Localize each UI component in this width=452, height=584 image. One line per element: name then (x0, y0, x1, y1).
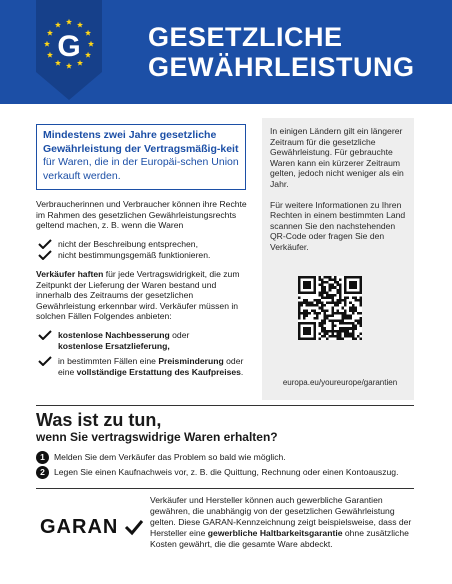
title-line-2: GEWÄHRLEISTUNG (148, 52, 415, 82)
check-icon (38, 330, 52, 340)
page-title (148, 22, 415, 82)
list-item: nicht bestimmungsgemäß funktionieren. (36, 250, 250, 261)
qr-code-icon[interactable] (298, 276, 362, 340)
divider (36, 405, 414, 406)
step-number: 1 (36, 451, 49, 464)
step-item: 1 Melden Sie dem Verkäufer das Problem so bald wie möglich. (36, 452, 416, 463)
remedies-list (36, 330, 250, 377)
liability-text: Verkäufer haften für jede Vertragswidrigkeit, die zum Zeitpunkt der Lieferung der Waren bestand und innerhalb des Zeitraums der gesetzlichen Gewährleistung erkennbar wird. Verkäufer müssen in solchen Fällen Folgendes anbieten: (36, 268, 240, 322)
sidebox-text-1: In einigen Ländern gilt ein längerer Zeitraum für die gesetzliche Gewährleistung. Für gebrauchte Waren kann ein kürzerer Zeitraum gelten, jedoch nicht weniger als ein Jahr. (270, 126, 404, 189)
svg-text:G: G (57, 30, 81, 63)
what-title: Was ist zu tun, (36, 410, 162, 430)
callout-text: für Waren, die in der Europäi-schen Union verkauft werden. (43, 156, 239, 182)
sidebox-text-2: Für weitere Informationen zu Ihren Rechten in einem bestimmten Land scannen Sie den nachstehenden QR-Code oder fragen Sie den Verkäufer. (270, 199, 406, 252)
list-item: nicht der Beschreibung entsprechen, (36, 239, 250, 250)
garan-logo: GARAN (40, 516, 119, 538)
garan-check-icon (124, 518, 144, 536)
garan-description: Verkäufer und Hersteller können auch gewerbliche Garantien gewähren, die unabhängig von der gesetzlichen Gewährleistung gelten. Diese GARAN-Kennzeichnung zeigt beispielsweise, dass der Hersteller eine gewerbliche Haltbarkeitsgarantie ohne zusätzliche Kosten gewährt, die die gesamte Ware abdeckt. (150, 495, 412, 549)
callout-bold: Mindestens zwei Jahre gesetzliche Gewährleistung der Vertragsmäßig-keit (43, 129, 239, 155)
title-line-1: GESETZLICHE (148, 22, 343, 52)
check-icon (38, 239, 52, 249)
check-icon (38, 356, 52, 366)
step-number: 2 (36, 466, 49, 479)
intro-text: Verbraucherinnen und Verbraucher können ihre Rechte im Rahmen des gesetzlichen Gewährleistungsrechts geltend machen, z. B. wenn die Waren (36, 199, 247, 231)
info-url[interactable]: europa.eu/youreurope/garantien (282, 378, 398, 387)
what-subtitle: wenn Sie vertragswidrige Waren erhalten? (36, 430, 278, 444)
header-banner (0, 0, 452, 104)
list-item: in bestimmten Fällen eine Preisminderung oder eine vollständige Erstattung des Kaufpreises. (36, 356, 250, 377)
list-item: kostenlose Nachbesserung oder kostenlose Ersatzlieferung, (36, 330, 250, 351)
check-icon (38, 250, 52, 260)
rights-column (36, 199, 250, 382)
step-item: 2 Legen Sie einen Kaufnachweis vor, z. B. die Quittung, Rechnung oder einen Kontoauszug. (36, 467, 416, 478)
conditions-list (36, 239, 250, 261)
steps-list (36, 452, 416, 482)
highlight-callout (36, 124, 246, 190)
info-sidebox (262, 118, 414, 400)
divider (36, 488, 414, 489)
shield-icon (36, 0, 102, 104)
eu-shield-logo (36, 0, 102, 104)
